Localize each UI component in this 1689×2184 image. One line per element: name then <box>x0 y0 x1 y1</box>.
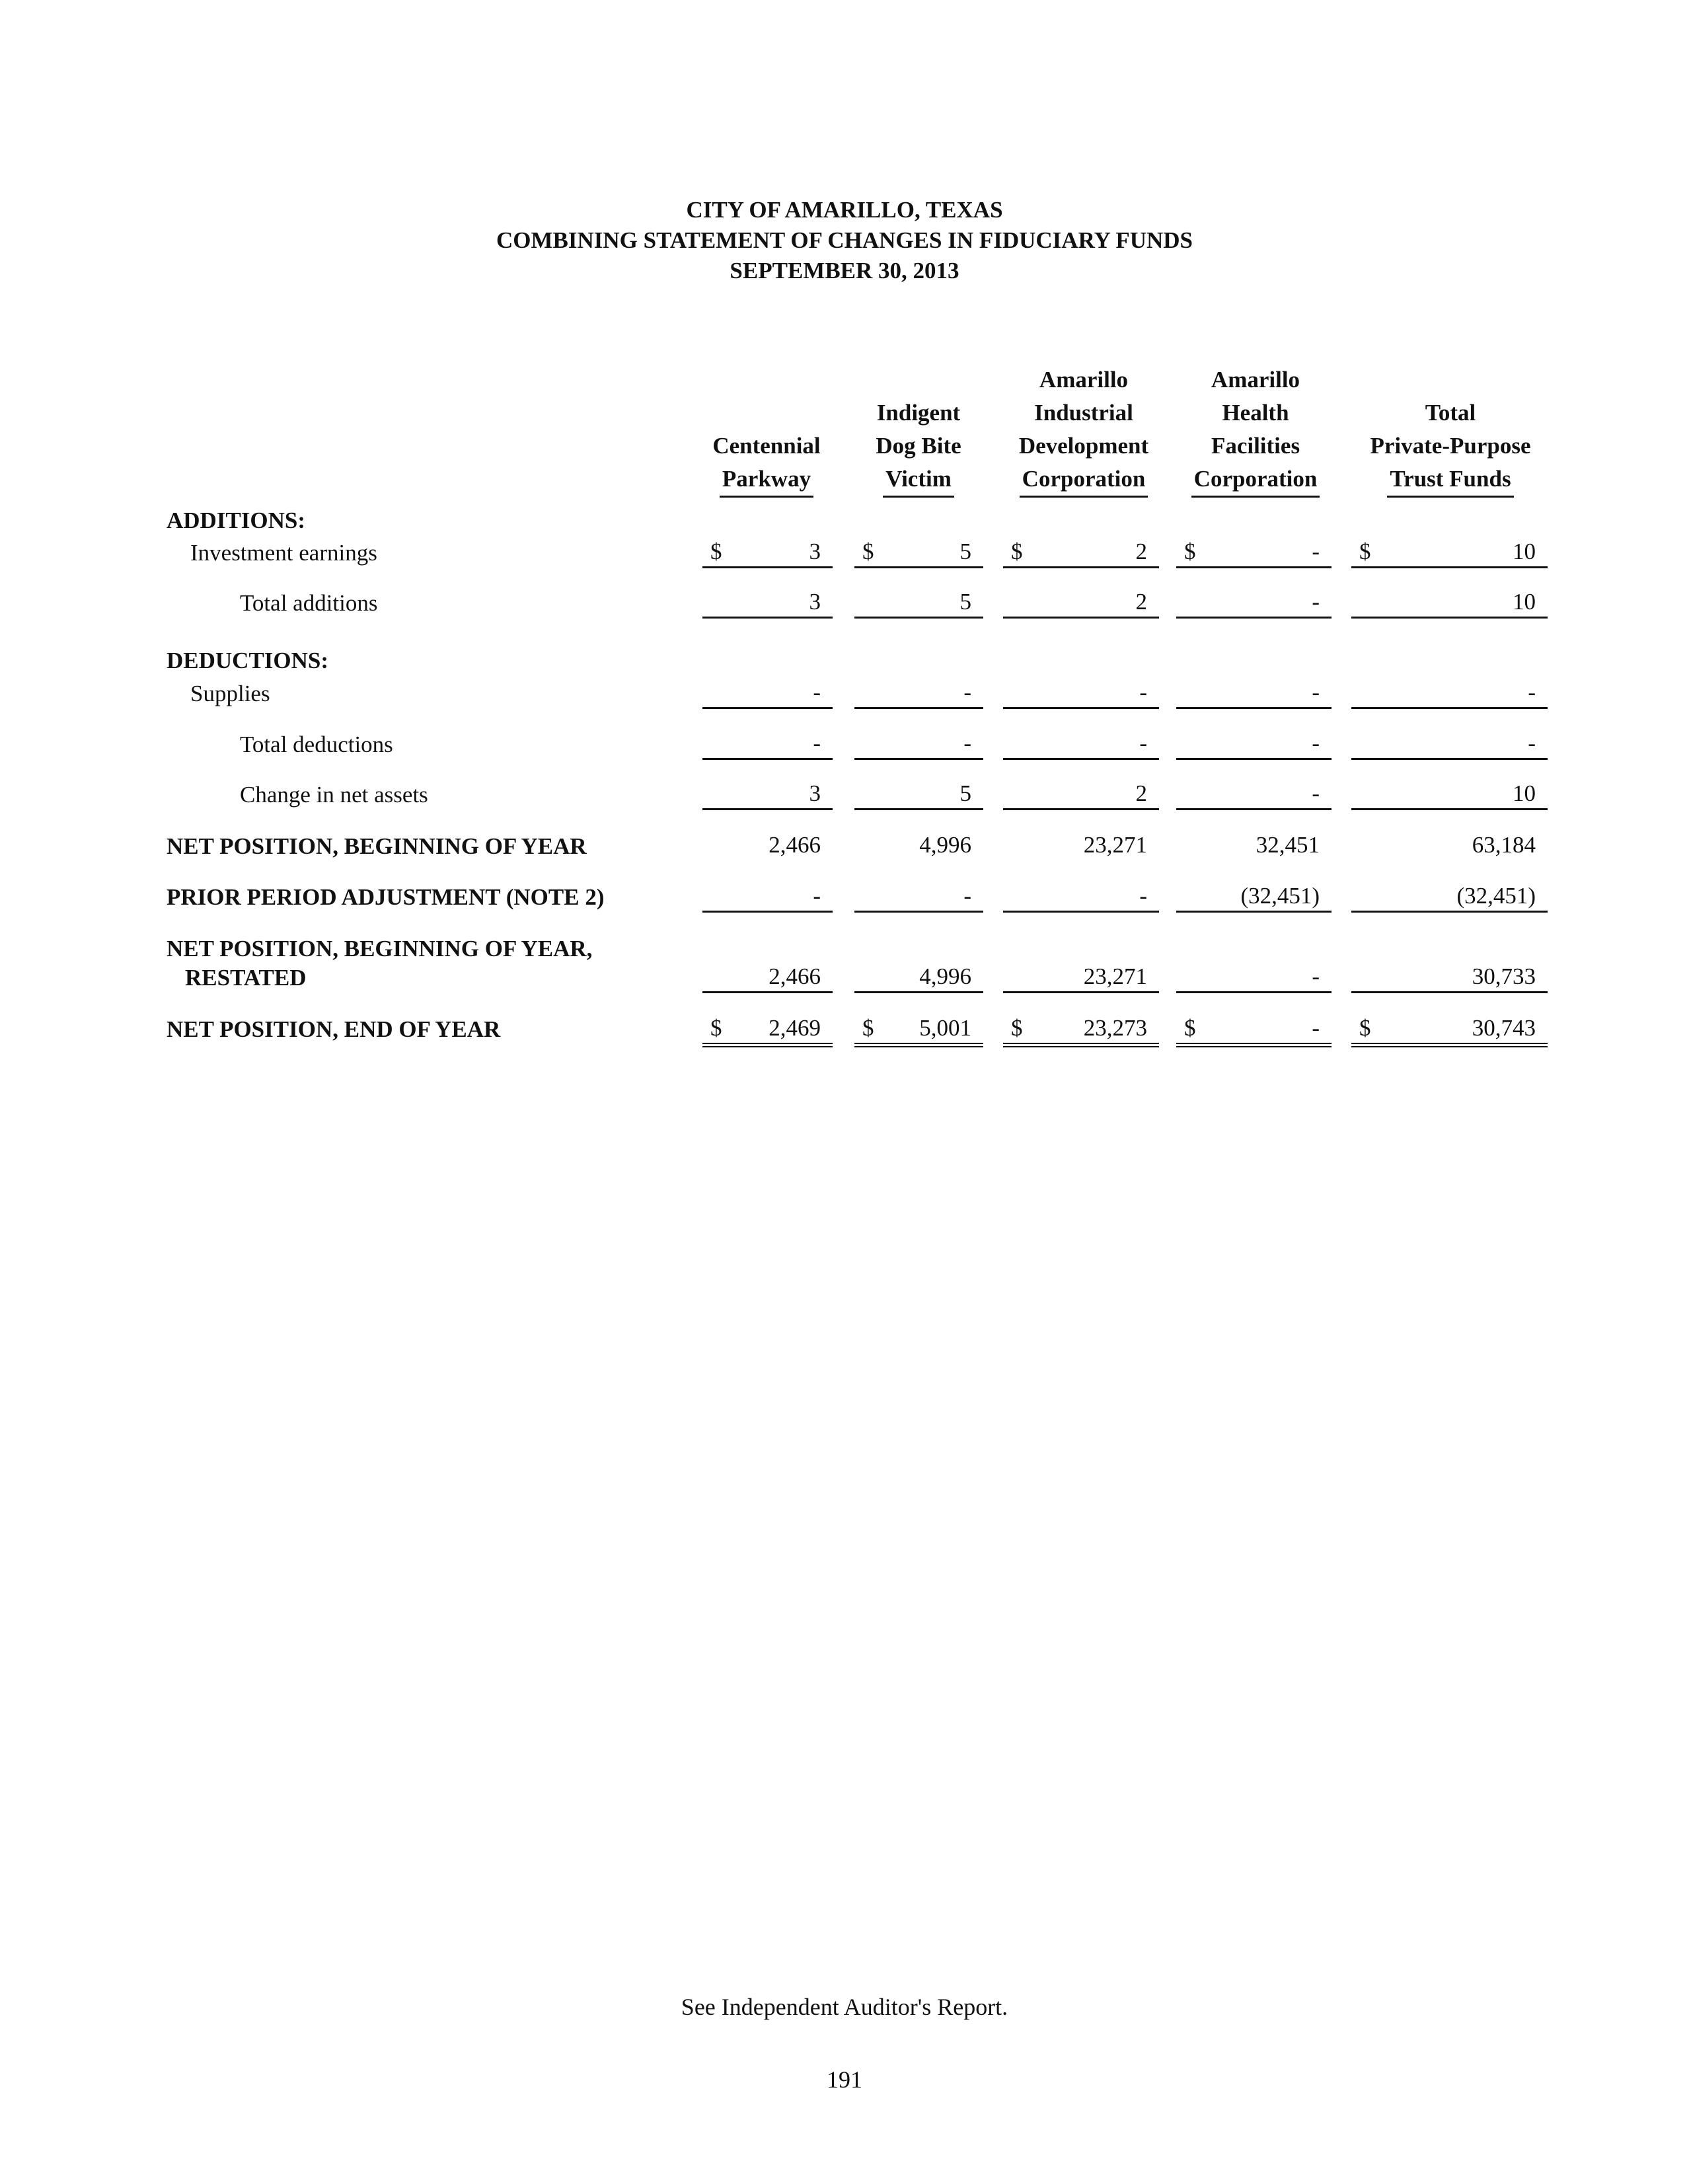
amount: - <box>1312 730 1320 756</box>
amount: - <box>1139 679 1147 705</box>
value-cell <box>1176 729 1332 760</box>
amount: 2,466 <box>769 832 821 858</box>
value-cell <box>1003 678 1159 709</box>
amount: - <box>813 730 821 756</box>
value-cell <box>1351 831 1548 860</box>
value-cell <box>702 779 833 810</box>
value-cell <box>1351 882 1548 913</box>
amount: 23,271 <box>1083 832 1147 858</box>
value-cell <box>854 587 983 619</box>
value-cell <box>1351 962 1548 993</box>
amount: 4,996 <box>919 963 971 989</box>
value-cell <box>1176 831 1332 860</box>
value-cell <box>1176 1014 1332 1047</box>
value-cell <box>1351 537 1548 568</box>
value-cell <box>702 587 833 619</box>
amount: 3 <box>809 780 821 806</box>
amount: 63,184 <box>1472 832 1536 858</box>
amount: - <box>1312 589 1320 615</box>
statement-header <box>0 195 1689 286</box>
amount: 23,273 <box>1083 1015 1147 1041</box>
value-cell <box>702 678 833 709</box>
statement-title: COMBINING STATEMENT OF CHANGES IN FIDUCIARY FUNDS <box>496 227 1193 253</box>
value-cell <box>702 537 833 568</box>
value-cell <box>1176 779 1332 810</box>
row-label-supplies: Supplies <box>190 681 270 706</box>
value-cell <box>1351 729 1548 760</box>
amount: 2,466 <box>769 963 821 989</box>
row-label-net-position-restated: NET POSITION, BEGINNING OF YEAR, <box>167 936 593 961</box>
value-cell <box>702 962 833 993</box>
currency-symbol: $ <box>1011 1015 1023 1041</box>
amount: 2 <box>1135 539 1147 564</box>
amount: 4,996 <box>919 832 971 858</box>
amount: (32,451) <box>1240 883 1320 909</box>
value-cell <box>1351 1014 1548 1047</box>
amount: 2 <box>1135 589 1147 615</box>
currency-symbol: $ <box>1184 1015 1196 1041</box>
amount: - <box>1528 730 1536 756</box>
currency-symbol: $ <box>862 1015 874 1041</box>
statement-date: SEPTEMBER 30, 2013 <box>730 258 959 283</box>
value-cell <box>1003 537 1159 568</box>
amount: 30,743 <box>1472 1015 1536 1041</box>
row-label-restated-line2: RESTATED <box>185 965 307 991</box>
amount: (32,451) <box>1456 883 1536 909</box>
value-cell <box>1351 678 1548 709</box>
value-cell <box>1003 729 1159 760</box>
currency-symbol: $ <box>710 539 722 564</box>
amount: 5 <box>959 780 971 806</box>
amount: - <box>1312 1015 1320 1041</box>
currency-symbol: $ <box>1011 539 1023 564</box>
value-cell <box>1003 1014 1159 1047</box>
amount: - <box>1139 730 1147 756</box>
value-cell <box>1351 779 1548 810</box>
value-cell <box>854 831 983 860</box>
amount: - <box>813 679 821 705</box>
col-header-amarillo-industrial-development-corporation: Amarillo Industrial Development Corporation <box>998 363 1170 498</box>
value-cell <box>1003 882 1159 913</box>
row-label-total-additions: Total additions <box>240 590 378 616</box>
row-label-prior-period-adjustment: PRIOR PERIOD ADJUSTMENT (NOTE 2) <box>167 884 605 910</box>
value-cell <box>854 962 983 993</box>
value-cell <box>1351 587 1548 619</box>
amount: 32,451 <box>1256 832 1320 858</box>
amount: 30,733 <box>1472 963 1536 989</box>
row-label-change-in-net-assets: Change in net assets <box>240 782 428 808</box>
value-cell <box>702 729 833 760</box>
amount: - <box>1312 539 1320 564</box>
amount: 10 <box>1513 780 1536 806</box>
amount: 2,469 <box>769 1015 821 1041</box>
amount: 10 <box>1513 589 1536 615</box>
value-cell <box>702 1014 833 1047</box>
amount: 3 <box>809 539 821 564</box>
currency-symbol: $ <box>1359 1015 1371 1041</box>
amount: - <box>963 883 971 909</box>
amount: - <box>813 883 821 909</box>
amount: 23,271 <box>1083 963 1147 989</box>
amount: 5 <box>959 589 971 615</box>
value-cell <box>854 678 983 709</box>
amount: - <box>1312 963 1320 989</box>
amount: - <box>1139 883 1147 909</box>
row-label-net-position-end: NET POSITION, END OF YEAR <box>167 1016 501 1042</box>
value-cell <box>1003 831 1159 860</box>
value-cell <box>1003 779 1159 810</box>
amount: - <box>1312 679 1320 705</box>
amount: 10 <box>1513 539 1536 564</box>
entity-name: CITY OF AMARILLO, TEXAS <box>686 197 1003 223</box>
value-cell <box>702 831 833 860</box>
currency-symbol: $ <box>862 539 874 564</box>
col-header-indigent-dog-bite-victim: Indigent Dog Bite Victim <box>852 363 985 498</box>
amount: - <box>1312 780 1320 806</box>
row-label-investment-earnings: Investment earnings <box>190 540 377 566</box>
col-header-amarillo-health-facilities-corporation: Amarillo Health Facilities Corporation <box>1173 363 1338 498</box>
page-number: 191 <box>827 2066 862 2093</box>
value-cell <box>854 882 983 913</box>
value-cell <box>1176 962 1332 993</box>
col-header-centennial-parkway: Centennial Parkway <box>700 363 833 498</box>
value-cell <box>702 882 833 913</box>
amount: 3 <box>809 589 821 615</box>
amount: - <box>963 679 971 705</box>
row-label-net-position-beginning: NET POSITION, BEGINNING OF YEAR <box>167 833 587 859</box>
amount: 2 <box>1135 780 1147 806</box>
section-additions-label: ADDITIONS: <box>167 508 306 533</box>
value-cell <box>854 537 983 568</box>
amount: - <box>1528 679 1536 705</box>
currency-symbol: $ <box>710 1015 722 1041</box>
value-cell <box>1176 587 1332 619</box>
value-cell <box>854 729 983 760</box>
value-cell <box>1003 587 1159 619</box>
row-label-total-deductions: Total deductions <box>240 732 393 757</box>
value-cell <box>854 1014 983 1047</box>
currency-symbol: $ <box>1184 539 1196 564</box>
value-cell <box>1176 678 1332 709</box>
value-cell <box>854 779 983 810</box>
auditor-report-note: See Independent Auditor's Report. <box>681 1994 1008 2020</box>
value-cell <box>1176 537 1332 568</box>
amount: - <box>963 730 971 756</box>
col-header-total-private-purpose-trust-funds: Total Private-Purpose Trust Funds <box>1351 363 1550 498</box>
amount: 5,001 <box>919 1015 971 1041</box>
currency-symbol: $ <box>1359 539 1371 564</box>
amount: 5 <box>959 539 971 564</box>
section-deductions-label: DEDUCTIONS: <box>167 648 329 673</box>
value-cell <box>1003 962 1159 993</box>
value-cell <box>1176 882 1332 913</box>
